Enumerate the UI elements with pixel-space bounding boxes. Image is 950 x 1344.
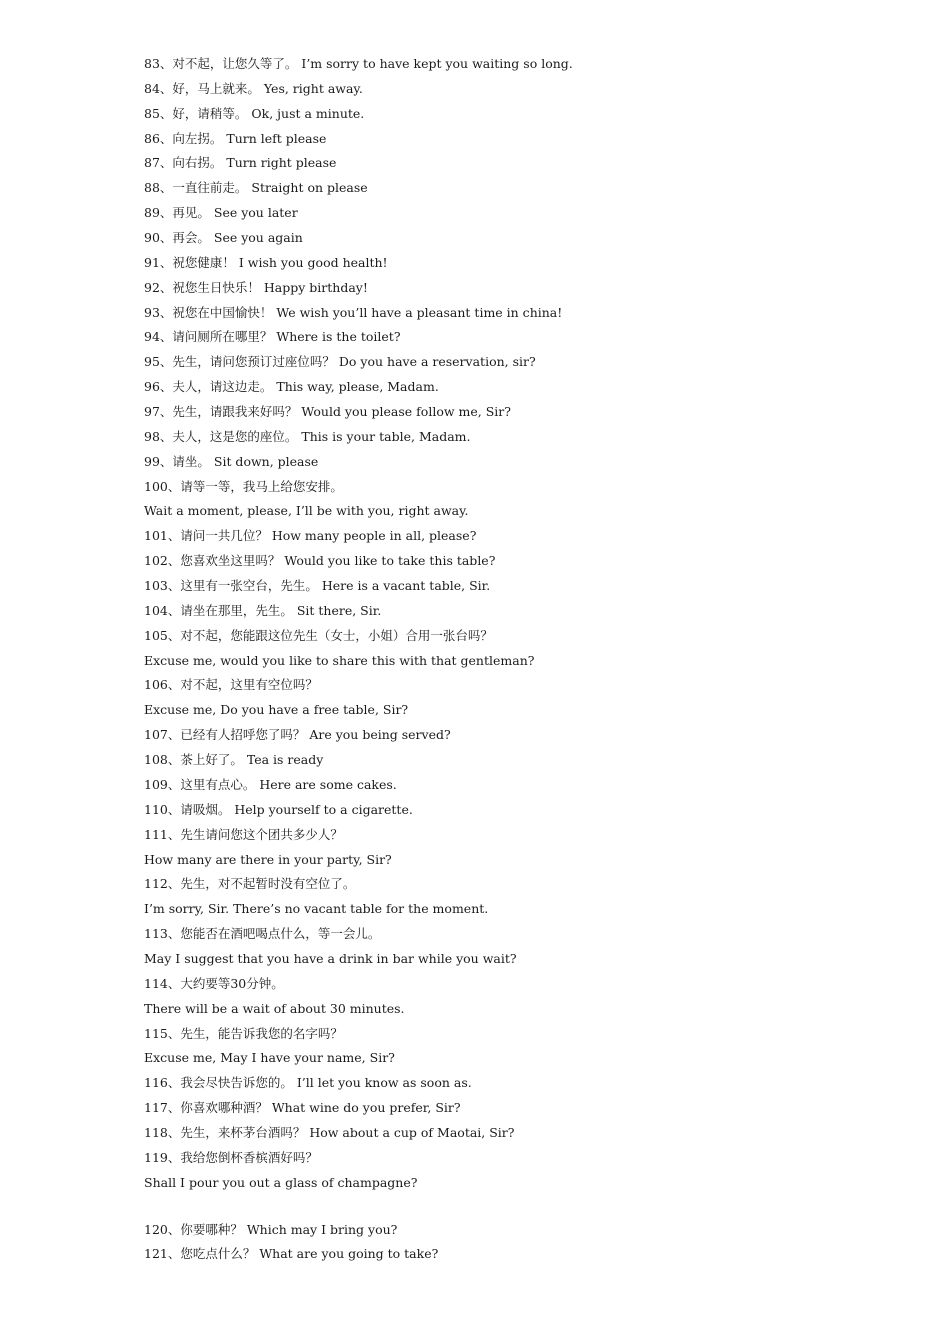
text-line: 93、祝您在中国愉快！ We wish you’ll have a pleasant time in china! — [144, 304, 563, 320]
text-line: Wait a moment, please, I’ll be with you, right away. — [144, 503, 469, 519]
text-line: 110、请吸烟。 Help yourself to a cigarette. — [144, 801, 413, 817]
text-line: I’m sorry, Sir. There’s no vacant table for the moment. — [144, 901, 489, 917]
text-line: 89、再见。 See you later — [144, 205, 298, 221]
text-line: 120、你要哪种？ Which may I bring you? — [144, 1221, 398, 1237]
text-line: 92、祝您生日快乐！ Happy birthday! — [144, 279, 368, 295]
text-line: 121、您吃点什么？ What are you going to take? — [144, 1246, 439, 1262]
text-line: Excuse me, May I have your name, Sir? — [144, 1050, 395, 1066]
text-line: There will be a wait of about 30 minutes. — [144, 1000, 405, 1016]
text-line: 109、这里有点心。 Here are some cakes. — [144, 776, 397, 792]
text-line: 83、对不起，让您久等了。 I’m sorry to have kept you waiting so long. — [144, 56, 573, 71]
text-line: 98、夫人，这是您的座位。 This is your table, Madam. — [144, 428, 471, 444]
text-line: 94、请问厕所在哪里？ Where is the toilet? — [144, 329, 401, 345]
text-line: 101、请问一共几位？ How many people in all, please? — [144, 528, 477, 544]
text-line: 87、向右拐。 Turn right please — [144, 155, 337, 171]
text-line: 116、我会尽快告诉您的。 I’ll let you know as soon as. — [144, 1075, 472, 1091]
text-line: Shall I pour you out a glass of champagne? — [144, 1174, 418, 1190]
text-line: 95、先生，请问您预订过座位吗？ Do you have a reservation, sir? — [144, 354, 536, 370]
text-line: 96、夫人，请这边走。 This way, please, Madam. — [144, 379, 439, 395]
text-line: 119、我给您倒杯香槟酒好吗？ — [144, 1149, 318, 1165]
text-line: 111、先生请问您这个团共多少人？ — [144, 826, 343, 842]
text-line: 99、请坐。 Sit down, please — [144, 453, 319, 469]
text-line: 113、您能否在酒吧喝点什么，等一会儿。 — [144, 926, 381, 942]
text-line: 108、茶上好了。 Tea is ready — [144, 752, 324, 768]
text-line: 114、大约要等30分钟。 — [144, 975, 284, 991]
text-line: 107、已经有人招呼您了吗？ Are you being served? — [144, 727, 451, 743]
text-line: 118、先生，来杯茅台酒吗？ How about a cup of Maotai, Sir? — [144, 1124, 515, 1140]
text-line: How many are there in your party, Sir? — [144, 851, 392, 867]
text-line: 86、向左拐。 Turn left please — [144, 130, 327, 146]
text-line: 102、您喜欢坐这里吗？ Would you like to take this table? — [144, 553, 496, 569]
text-line: 88、一直往前走。 Straight on please — [144, 180, 368, 196]
text-line: 112、先生，对不起暂时没有空位了。 — [144, 876, 356, 892]
text-line: Excuse me, Do you have a free table, Sir? — [144, 702, 409, 718]
text-line: 115、先生，能告诉我您的名字吗？ — [144, 1025, 343, 1041]
text-line: 106、对不起，这里有空位吗？ — [144, 677, 318, 693]
text-line: 90、再会。 See you again — [144, 230, 303, 246]
text-line: Excuse me, would you like to share this with that gentleman? — [144, 652, 535, 668]
text-line: May I suggest that you have a drink in bar while you wait? — [144, 950, 517, 966]
text-line: 104、请坐在那里，先生。 Sit there, Sir. — [144, 602, 382, 618]
text-line: 91、祝您健康！ I wish you good health! — [144, 254, 388, 270]
text-line: 105、对不起，您能跟这位先生（女士，小姐）合用一张台吗？ — [144, 627, 493, 643]
text-line: 97、先生，请跟我来好吗？ Would you please follow me, Sir? — [144, 404, 511, 420]
text-line: 117、你喜欢哪种酒？ What wine do you prefer, Sir? — [144, 1100, 461, 1116]
text-line: 100、请等一等，我马上给您安排。 — [144, 478, 343, 494]
text-line: 84、好，马上就来。 Yes, right away. — [144, 80, 363, 96]
text-line: 103、这里有一张空台，先生。 Here is a vacant table, Sir. — [144, 578, 491, 594]
text-line: 85、好，请稍等。 Ok, just a minute. — [144, 105, 365, 121]
